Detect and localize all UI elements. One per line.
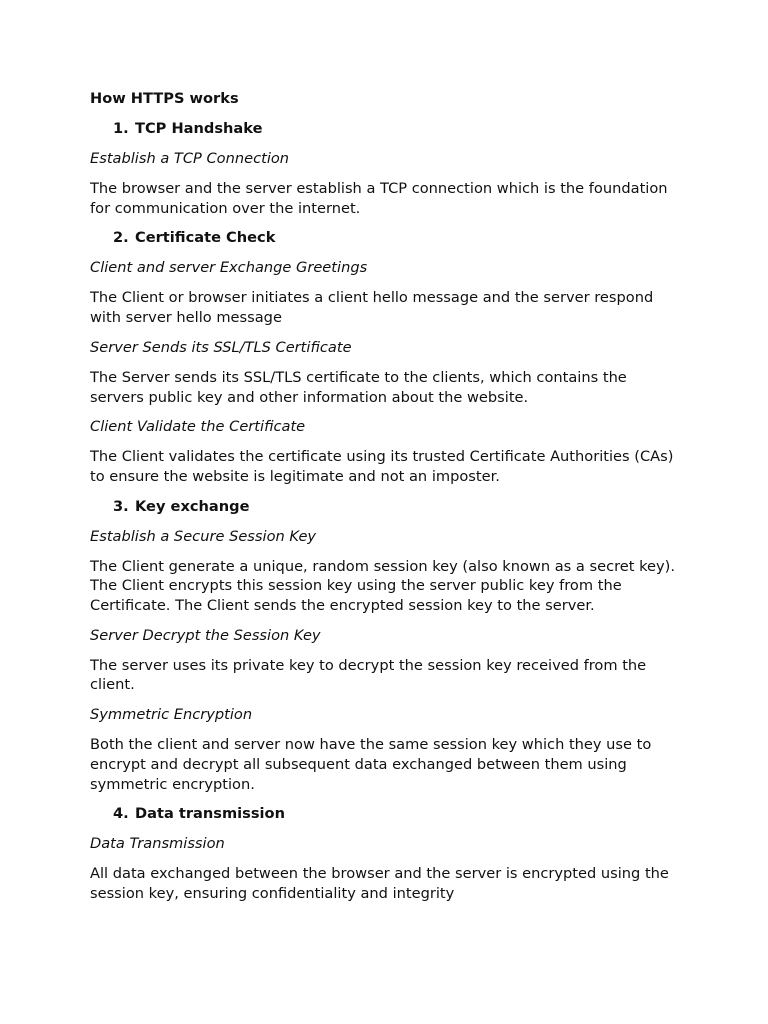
subheading: Client Validate the Certificate (90, 418, 306, 436)
document-title: How HTTPS works (90, 90, 239, 107)
section-number: 2. (113, 229, 129, 247)
section-heading-key-exchange (113, 497, 680, 517)
paragraph: The browser and the server establish a TCP connection which is the foundation for communication over the internet. (90, 180, 668, 217)
paragraph: The server uses its private key to decrypt the session key received from the client. (90, 656, 647, 694)
paragraph: The Client or browser initiates a client hello message and the server respond with server hello message (90, 289, 654, 327)
section-heading-text: Data transmission (135, 805, 285, 823)
section-heading-text: Key exchange (135, 497, 250, 515)
document-page (90, 89, 680, 914)
section-number: 1. (113, 120, 129, 137)
section-number: 4. (113, 805, 129, 823)
paragraph: The Client generate a unique, random session key (also known as a secret key). The Client encrypts this session key using the server public key from the Certificate. The Client sends the encrypted session key to the server. (90, 557, 675, 615)
section-heading-text: Certificate Check (135, 229, 276, 247)
section-heading-data-transmission (113, 804, 680, 824)
paragraph: The Client validates the certificate using its trusted Certificate Authorities (CAs) to ensure the website is legitimate and not an imposter. (90, 448, 674, 485)
subheading: Establish a TCP Connection (90, 150, 290, 167)
subheading: Server Sends its SSL/TLS Certificate (90, 338, 352, 356)
subheading: Symmetric Encryption (90, 706, 253, 724)
section-heading-tcp-handshake (113, 119, 680, 139)
section-heading-text: TCP Handshake (135, 120, 263, 137)
subheading: Server Decrypt the Session Key (90, 626, 321, 644)
section-number: 3. (113, 497, 129, 515)
subheading: Data Transmission (90, 835, 225, 853)
subheading: Establish a Secure Session Key (90, 527, 317, 545)
subheading: Client and server Exchange Greetings (90, 259, 368, 277)
paragraph: All data exchanged between the browser and the server is encrypted using the session key, ensuring confidentiality and integrity (90, 865, 669, 902)
section-heading-certificate-check (113, 228, 680, 248)
paragraph: The Server sends its SSL/TLS certificate to the clients, which contains the servers public key and other information about the website. (90, 368, 627, 406)
paragraph: Both the client and server now have the same session key which they use to encrypt and decrypt all subsequent data exchanged between them using symmetric encryption. (90, 736, 652, 793)
